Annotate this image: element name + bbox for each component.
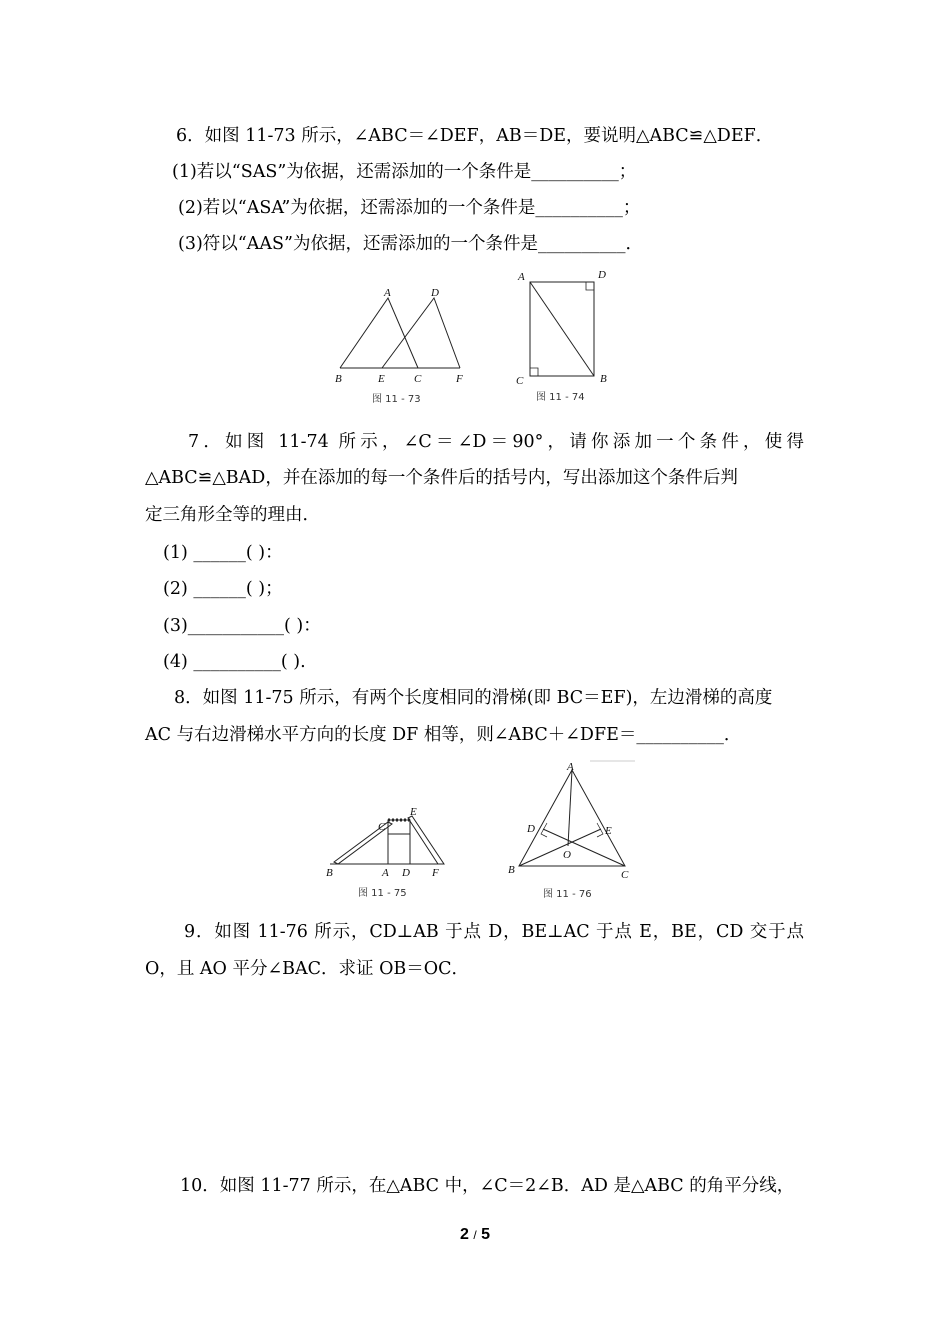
q6-stem: 6．如图 11-73 所示，∠ABC＝∠DEF，AB＝DE，要说明△ABC≌△DEF． <box>176 126 774 146</box>
label-a: A <box>382 867 389 879</box>
q7-answer-4: (4) __________( ). <box>163 652 306 672</box>
page-separator: / <box>473 1228 477 1242</box>
q7-line-1: 7．如图 11-74 所示，∠C＝∠D＝90°，请你添加一个条件，使得 <box>188 432 804 452</box>
q10-line-1: 10．如图 11-77 所示，在△ABC 中，∠C＝2∠B．AD 是△ABC 的角平分线， <box>180 1176 795 1196</box>
label-a: A <box>384 287 391 299</box>
q6-part-1: (1)若以“SAS”为依据，还需添加的一个条件是__________； <box>172 162 637 182</box>
q7-line-3: 定三角形全等的理由． <box>145 505 320 525</box>
label-d: D <box>431 287 439 299</box>
label-b: B <box>335 373 342 385</box>
label-b: B <box>508 864 515 876</box>
figure-caption: 图 11 - 75 <box>358 888 407 899</box>
figure-11-76 <box>505 760 640 905</box>
label-d: D <box>598 269 606 281</box>
q9-line-2: O，且 AO 平分∠BAC．求证 OB＝OC． <box>145 959 470 979</box>
q8-line-2: AC 与右边滑梯水平方向的长度 DF 相等，则∠ABC＋∠DFE＝__________． <box>145 725 742 745</box>
label-f: F <box>456 373 463 385</box>
label-c: C <box>378 821 386 833</box>
figure-caption: 图 11 - 74 <box>536 392 585 403</box>
q9-line-1: 9．如图 11-76 所示，CD⊥AB 于点 D，BE⊥AC 于点 E，BE，CD 交于点 <box>184 922 804 942</box>
label-b: B <box>600 373 607 385</box>
q6-part-3: (3)符以“AAS”为依据，还需添加的一个条件是__________． <box>178 234 643 254</box>
total-pages: 5 <box>481 1226 491 1243</box>
label-d: D <box>402 867 410 879</box>
figure-11-73 <box>326 282 476 407</box>
q7-line-2: △ABC≌△BAD，并在添加的每一个条件后的括号内，写出添加这个条件后判 <box>145 468 738 488</box>
triangle-def <box>382 298 460 368</box>
current-page: 2 <box>459 1226 469 1243</box>
right-slide <box>408 816 444 864</box>
label-e: E <box>410 806 417 818</box>
label-e: E <box>378 373 385 385</box>
label-c: C <box>516 375 524 387</box>
figure-caption: 图 11 - 76 <box>543 889 592 900</box>
q8-line-1: 8．如图 11-75 所示，有两个长度相同的滑梯(即 BC＝EF)，左边滑梯的高度 <box>174 688 773 708</box>
triangle-abc <box>340 298 418 368</box>
page-number <box>0 1226 950 1244</box>
label-f: F <box>432 867 439 879</box>
segment-ao <box>568 770 572 846</box>
q7-answer-1: (1) ______( )： <box>163 543 283 563</box>
diagonal-ab <box>530 282 594 376</box>
figure-11-74 <box>508 266 618 406</box>
q7-answer-2: (2) ______( )； <box>163 579 283 599</box>
label-e: E <box>605 825 612 837</box>
q6-part-2: (2)若以“ASA”为依据，还需添加的一个条件是__________； <box>178 198 641 218</box>
label-o: O <box>563 849 571 861</box>
figure-caption: 图 11 - 73 <box>372 394 421 405</box>
label-a: A <box>567 761 574 773</box>
figure-11-75 <box>322 800 452 905</box>
label-b: B <box>326 867 333 879</box>
right-angle-d <box>586 282 594 290</box>
label-d: D <box>527 823 535 835</box>
label-c: C <box>621 869 629 881</box>
q7-answer-3: (3)___________( )： <box>163 616 321 636</box>
triangle-abc <box>519 770 625 866</box>
label-c: C <box>414 373 422 385</box>
segment-cd <box>543 829 625 866</box>
label-a: A <box>518 271 525 283</box>
right-angle-c <box>530 368 538 376</box>
ladder-frame <box>388 820 410 864</box>
